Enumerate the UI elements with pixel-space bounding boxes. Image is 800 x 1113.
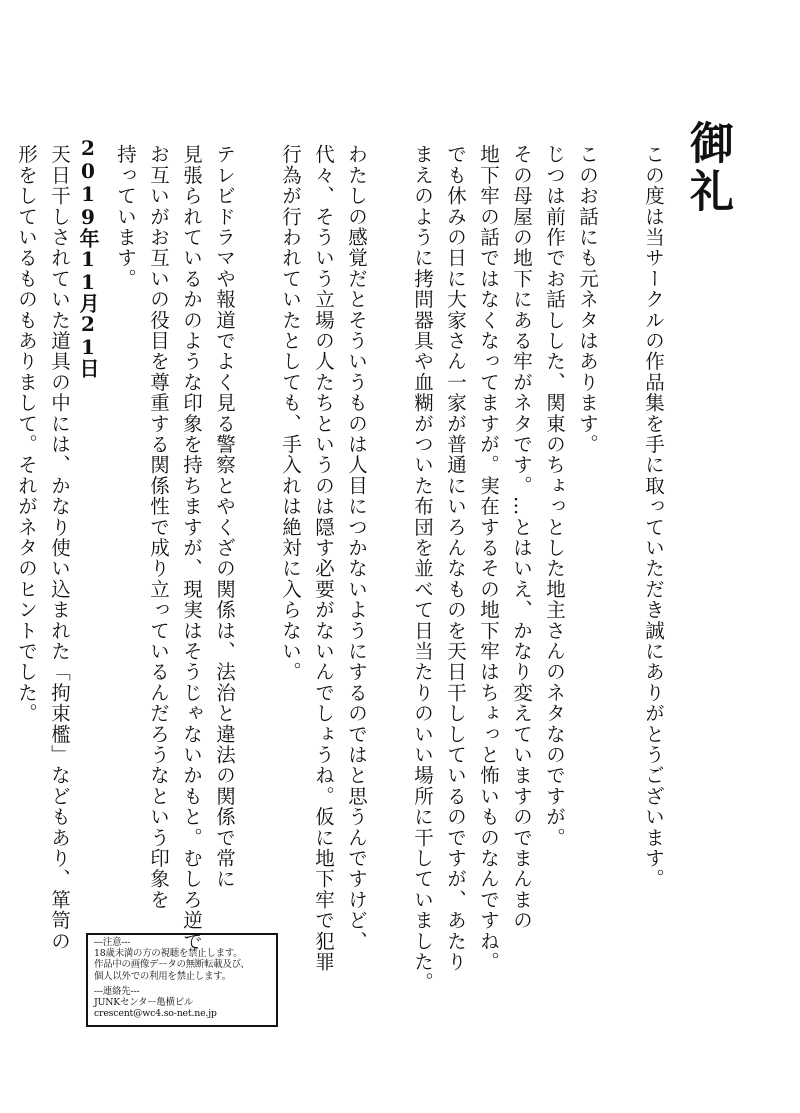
notice-line: 18歳未満の方の視聴を禁止します。: [94, 948, 243, 960]
body-line: でも休みの日に大家さん一家が普通にいろんなものを天日干ししているのですが、あたり: [444, 144, 467, 972]
body-line: 行為が行われていたとしても、手入れは絶対に入らない。: [279, 144, 302, 683]
page-title: 御礼: [682, 120, 733, 216]
body-line: わたしの感覚だとそういうものは人目につかないようにするのではと思うんですけど、: [345, 144, 368, 952]
body-line: テレビドラマや報道でよく見る警察とやくざの関係は、法治と違法の関係で常に: [213, 144, 236, 890]
body-line: 形をしているものもありまして。それがネタのヒントでした。: [15, 144, 38, 724]
notice-heading-caution: ---注意---: [94, 937, 131, 948]
body-line: 見張られているかのような印象を持ちますが、現実はそうじゃないかもと。むしろ逆で: [180, 144, 203, 952]
body-line: この度は当サークルの作品集を手に取っていただき誠にありがとうございます。: [642, 144, 665, 890]
paragraph-gap: [373, 144, 406, 904]
body-line: その母屋の地下にある牢がネタです。…とはいえ、かなり変えていますのでまんまの: [510, 144, 533, 931]
body-line: 地下牢の話ではなくなってますが。実在するその地下牢はちょっと怖いものなんですね。: [477, 144, 500, 972]
notice-heading-contact: ---連絡先---: [94, 985, 140, 997]
notice-box: [86, 933, 278, 1027]
notice-line: 個人以外での利用を禁止します。: [94, 970, 231, 982]
date: 2019年11月21日: [76, 136, 100, 377]
body-line: じつは前作でお話しした、関東のちょっとした地主さんのネタなのですが。: [543, 144, 566, 848]
body-line: 代々、そういう立場の人たちというのは隠す必要がないんでしょうね。仮に地下牢で犯罪: [312, 144, 335, 972]
body-line: お互いがお互いの役目を尊重する関係性で成り立っているんだろうなという印象を: [147, 144, 170, 910]
paragraph-gap: [241, 144, 274, 904]
notice-line: 作品中の画像データの無断転載及び、: [94, 959, 250, 971]
paragraph-gap: [0, 144, 10, 904]
notice-line: JUNKセンター亀横ビル: [94, 997, 194, 1009]
body-line: このお話にも元ネタはあります。: [576, 144, 599, 455]
body-line: 持っています。: [114, 144, 137, 289]
paragraph-gap: [604, 144, 637, 904]
body-line: 天日干しされていた道具の中には、かなり使い込まれた「拘束檻」などもあり、箪笥の: [48, 144, 71, 952]
contact-email: crescent@wc4.so-net.ne.jp: [94, 1008, 217, 1020]
body-line: まえのように拷問器具や血糊がついた布団を並べて日当たりのいい場所に干していました。: [411, 144, 434, 993]
